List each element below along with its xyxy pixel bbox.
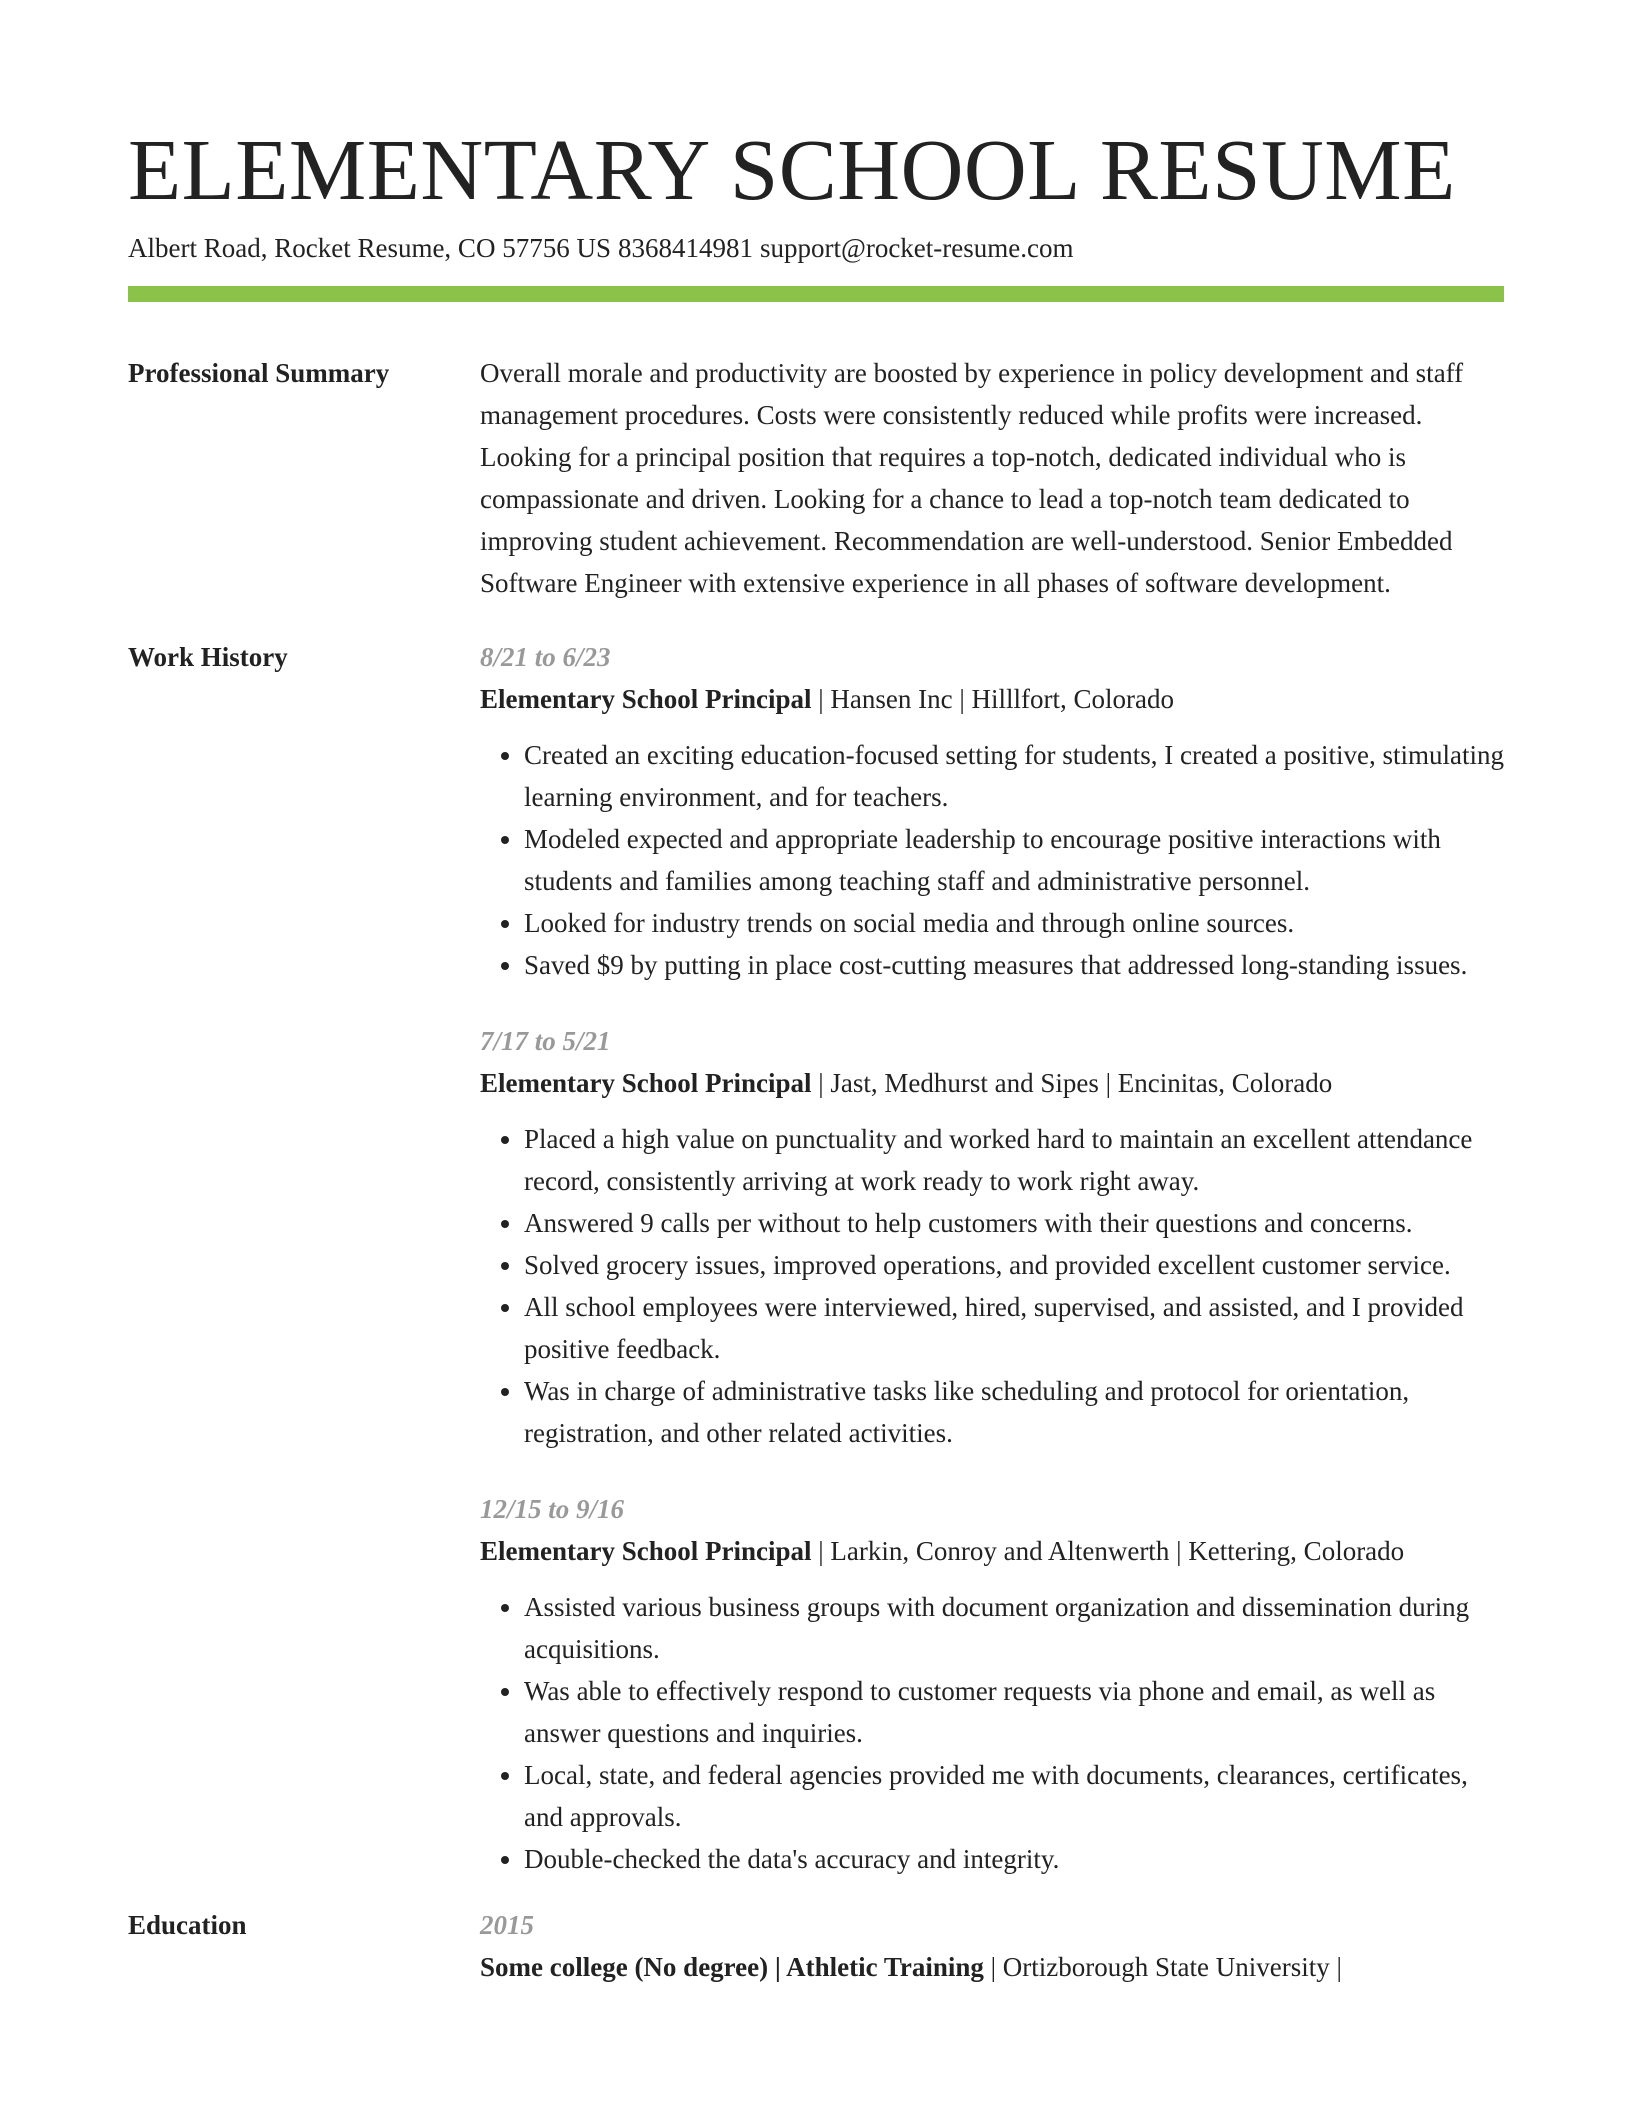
job-bullet: • All school employees were interviewed, hired, supervised, and assisted, and I provided positive feedback. <box>524 1286 1504 1370</box>
job-employer-location: | Larkin, Conroy and Altenwerth | Kettering, Colorado <box>818 1536 1405 1566</box>
job-bullet: • Answered 9 calls per without to help customers with their questions and concerns. <box>524 1202 1504 1244</box>
resume-title: ELEMENTARY SCHOOL RESUME <box>128 121 1456 218</box>
job-bullet: • Was able to effectively respond to customer requests via phone and email, as well as answer questions and inquiries. <box>524 1670 1504 1754</box>
job-bullet: • Double-checked the data's accuracy and integrity. <box>524 1838 1504 1880</box>
job-bullet: • Created an exciting education-focused setting for students, I created a positive, stimulating learning environment, and for teachers. <box>524 734 1504 818</box>
job-entry <box>480 1488 1504 1880</box>
job-dates: 8/21 to 6/23 <box>480 642 611 672</box>
job-heading <box>480 678 1504 720</box>
job-dates: 12/15 to 9/16 <box>480 1494 625 1524</box>
job-bullets <box>480 1118 1504 1454</box>
contact-address: Albert Road, Rocket Resume, CO 57756 US <box>128 233 611 263</box>
job-dates: 7/17 to 5/21 <box>480 1026 611 1056</box>
job-title: Elementary School Principal <box>480 1536 812 1566</box>
job-bullets <box>480 1586 1504 1880</box>
job-title: Elementary School Principal <box>480 684 812 714</box>
section-heading-education: Education <box>128 1910 247 1940</box>
education-year: 2015 <box>480 1910 534 1940</box>
header-divider <box>128 286 1504 302</box>
education-section <box>128 1904 1504 1988</box>
job-title: Elementary School Principal <box>480 1068 812 1098</box>
job-heading <box>480 1530 1504 1572</box>
job-bullet: • Was in charge of administrative tasks like scheduling and protocol for orientation, registration, and other related activities. <box>524 1370 1504 1454</box>
contact-phone: 8368414981 <box>617 233 753 263</box>
job-bullet: • Assisted various business groups with document organization and dissemination during acquisitions. <box>524 1586 1504 1670</box>
job-employer-location: | Jast, Medhurst and Sipes | Encinitas, Colorado <box>818 1068 1333 1098</box>
job-bullets <box>480 734 1504 986</box>
section-heading-work-history: Work History <box>128 642 288 672</box>
summary-text: Overall morale and productivity are boosted by experience in policy development and staff management procedures. Costs were consistently reduced while profits were increased. Looking for a principal position that requires a top-notch, dedicated individual who is compassionate and driven. Looking for a chance to lead a top-notch team dedicated to improving student achievement. Recommendation are well-understood. Senior Embedded Software Engineer with extensive experience in all phases of software development. <box>480 358 1464 598</box>
education-degree: Some college (No degree) | Athletic Training <box>480 1952 984 1982</box>
job-bullet: • Saved $9 by putting in place cost-cutting measures that addressed long-standing issues. <box>524 944 1504 986</box>
section-heading-summary: Professional Summary <box>128 358 390 388</box>
job-bullet: • Placed a high value on punctuality and worked hard to maintain an excellent attendance record, consistently arriving at work ready to work right away. <box>524 1118 1504 1202</box>
resume-page <box>128 120 1504 1988</box>
job-bullet: • Modeled expected and appropriate leadership to encourage positive interactions with students and families among teaching staff and administrative personnel. <box>524 818 1504 902</box>
job-entry <box>480 636 1504 986</box>
professional-summary-section <box>128 352 1504 604</box>
work-history-section <box>128 636 1504 1880</box>
job-bullet: • Local, state, and federal agencies provided me with documents, clearances, certificates, and approvals. <box>524 1754 1504 1838</box>
job-bullet: • Looked for industry trends on social media and through online sources. <box>524 902 1504 944</box>
job-entry <box>480 1020 1504 1454</box>
education-school: | Ortizborough State University | <box>990 1952 1342 1982</box>
job-heading <box>480 1062 1504 1104</box>
education-heading <box>480 1946 1504 1988</box>
contact-email: support@rocket-resume.com <box>759 233 1074 263</box>
contact-line <box>128 230 1504 266</box>
job-employer-location: | Hansen Inc | Hilllfort, Colorado <box>818 684 1174 714</box>
job-bullet: • Solved grocery issues, improved operations, and provided excellent customer service. <box>524 1244 1504 1286</box>
